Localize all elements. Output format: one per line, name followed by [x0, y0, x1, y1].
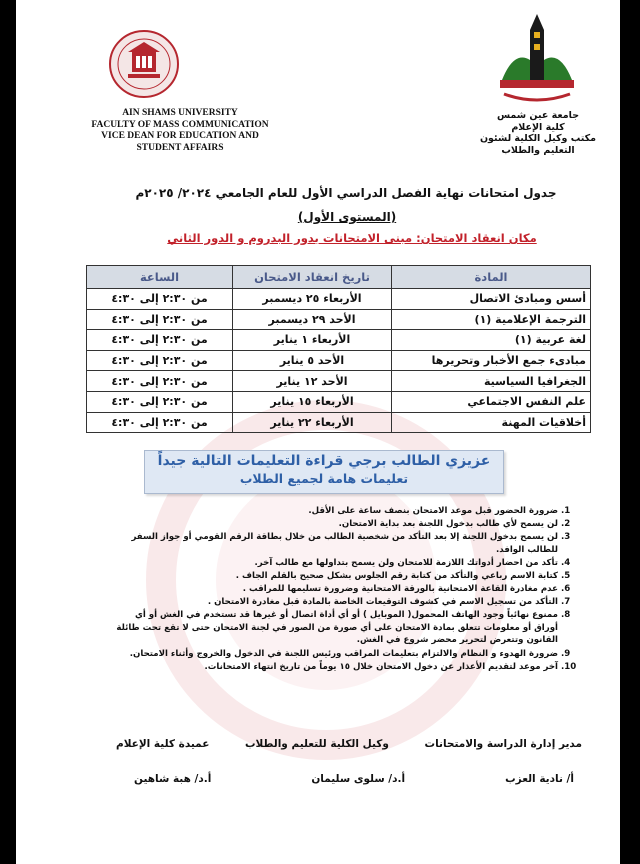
signature-name: أ/ نادية العزب — [505, 773, 574, 785]
subject-cell: أخلاقيات المهنة — [392, 412, 591, 433]
rule-item: 7. التأكد من تسجيل الاسم في كشوف التوقيعات الخاصة بالمادة قبل مغادرة الامتحان . — [112, 596, 558, 609]
table-header-row — [87, 266, 591, 289]
subject-cell: أسس ومبادئ الاتصال — [392, 289, 591, 310]
arabic-header-line: التعليم والطلاب — [501, 144, 575, 156]
date-cell: الأحد ١٢ يناير — [233, 371, 392, 392]
university-logo — [494, 10, 580, 110]
date-cell: الأربعاء ١ يناير — [233, 330, 392, 351]
time-cell: من ٢:٣٠ إلى ٤:٣٠ — [87, 289, 233, 310]
rule-item: 10. آخر موعد لتقديم الأعذار عن دخول الامتحان خلال ١٥ يوماً من تاريخ انتهاء الامتحانات. — [112, 661, 558, 674]
rule-item: 3. لن يسمح بدخول اللجنة إلا بعد التأكد من شخصية الطالب من خلال بطاقة الرقم القومي أو جواز السفر للطالب الوافد. — [112, 531, 558, 556]
table-row — [87, 330, 591, 351]
date-cell: الأحد ٥ يناير — [233, 350, 392, 371]
english-header-line: STUDENT AFFAIRS — [136, 142, 224, 153]
column-header-subject: المادة — [392, 266, 591, 289]
rule-item: 8. ممنوع نهائياً وجود الهاتف المحمول( الموبايل ) أو أي أداة اتصال أو غيرها قد تستخدم في الغش أو أي أوراق أو معلومات تتعلق بمادة الامتحان على أي صورة من الصور في لجنة الامتحان حتى لا تقع تحت طائلة القانون وتتعرض لتحرير محضر شروع في الغش. — [112, 609, 558, 647]
exam-venue: مكان انعقاد الامتحان: مبنى الامتحانات بدور البدروم و الدور الثاني — [167, 231, 537, 245]
instructions-banner — [144, 450, 504, 494]
table-row — [87, 391, 591, 412]
table-row — [87, 350, 591, 371]
date-cell: الأحد ٢٩ ديسمبر — [233, 309, 392, 330]
subject-cell: علم النفس الاجتماعي — [392, 391, 591, 412]
signature-names — [134, 773, 574, 785]
signature-title: وكيل الكلية للتعليم والطلاب — [245, 738, 389, 750]
time-cell: من ٢:٣٠ إلى ٤:٣٠ — [87, 391, 233, 412]
english-faculty-header — [90, 108, 270, 154]
subject-cell: مبادىء جمع الأخبار وتحريرها — [392, 350, 591, 371]
table-row — [87, 309, 591, 330]
arabic-header-line: مكتب وكيل الكلية لشئون — [479, 133, 597, 144]
document-page — [16, 0, 620, 864]
level-heading: (المستوى الأول) — [297, 210, 397, 224]
subject-cell: لغة عربية (١) — [392, 330, 591, 351]
arabic-faculty-header — [468, 110, 608, 156]
signature-title: عميدة كلية الإعلام — [116, 738, 210, 750]
exam-rules-list — [112, 505, 584, 674]
arabic-header-line: كلية الإعلام — [511, 121, 565, 133]
date-cell: الأربعاء ٢٥ ديسمبر — [233, 289, 392, 310]
subject-cell: الترجمة الإعلامية (١) — [392, 309, 591, 330]
time-cell: من ٢:٣٠ إلى ٤:٣٠ — [87, 371, 233, 392]
time-cell: من ٢:٣٠ إلى ٤:٣٠ — [87, 309, 233, 330]
english-header-line: AIN SHAMS UNIVERSITY — [122, 108, 238, 118]
faculty-logo — [88, 28, 200, 100]
rule-item: 2. لن يسمح لأي طالب بدخول اللجنة بعد بداية الامتحان. — [112, 518, 558, 531]
signature-name: أ.د/ سلوى سليمان — [311, 773, 406, 785]
rule-item: 4. تأكد من احضار أدواتك اللازمة للامتحان ولن يسمح بتداولها مع طالب آخر. — [112, 557, 558, 570]
arabic-header-line: جامعة عين شمس — [496, 110, 580, 121]
rule-item: 1. ضرورة الحضور قبل موعد الامتحان بنصف ساعة على الأقل. — [112, 505, 558, 518]
rule-item: 6. عدم مغادرة القاعة الامتحانية بالورقة الامتحانية وضرورة تسليمها للمراقب . — [112, 583, 558, 596]
date-cell: الأربعاء ٢٢ يناير — [233, 412, 392, 433]
date-cell: الأربعاء ١٥ يناير — [233, 391, 392, 412]
time-cell: من ٢:٣٠ إلى ٤:٣٠ — [87, 350, 233, 371]
table-row — [87, 289, 591, 310]
instructions-banner-line1: عزيزي الطالب برجي قراءة التعليمات التالية جيداً — [157, 453, 491, 469]
table-row — [87, 371, 591, 392]
signature-name: أ.د/ هبة شاهين — [134, 773, 212, 785]
table-row — [87, 412, 591, 433]
schedule-title: جدول امتحانات نهاية الفصل الدراسي الأول للعام الجامعي ٢٠٢٤/ ٢٠٢٥م — [135, 186, 557, 200]
exam-schedule-table — [86, 265, 591, 433]
time-cell: من ٢:٣٠ إلى ٤:٣٠ — [87, 412, 233, 433]
subject-cell: الجغرافيا السياسية — [392, 371, 591, 392]
english-header-line: FACULTY OF MASS COMMUNICATION — [91, 119, 269, 130]
signature-title: مدير إدارة الدراسة والامتحانات — [424, 738, 582, 750]
english-header-line: VICE DEAN FOR EDUCATION AND — [101, 131, 259, 141]
time-cell: من ٢:٣٠ إلى ٤:٣٠ — [87, 330, 233, 351]
column-header-date: تاريخ انعقاد الامتحان — [233, 266, 392, 289]
rule-item: 9. ضرورة الهدوء و النظام والالتزام بتعليمات المراقب ورئيس اللجنة في الدخول والخروج وأثناء الامتحان. — [112, 648, 558, 661]
rule-item: 5. كتابة الاسم رباعي والتأكد من كتابة رقم الجلوس بشكل صحيح بالقلم الجاف . — [112, 570, 558, 583]
signature-titles — [116, 738, 582, 750]
instructions-banner-line2: تعليمات هامة لجميع الطلاب — [239, 471, 409, 486]
column-header-time: الساعة — [87, 266, 233, 289]
